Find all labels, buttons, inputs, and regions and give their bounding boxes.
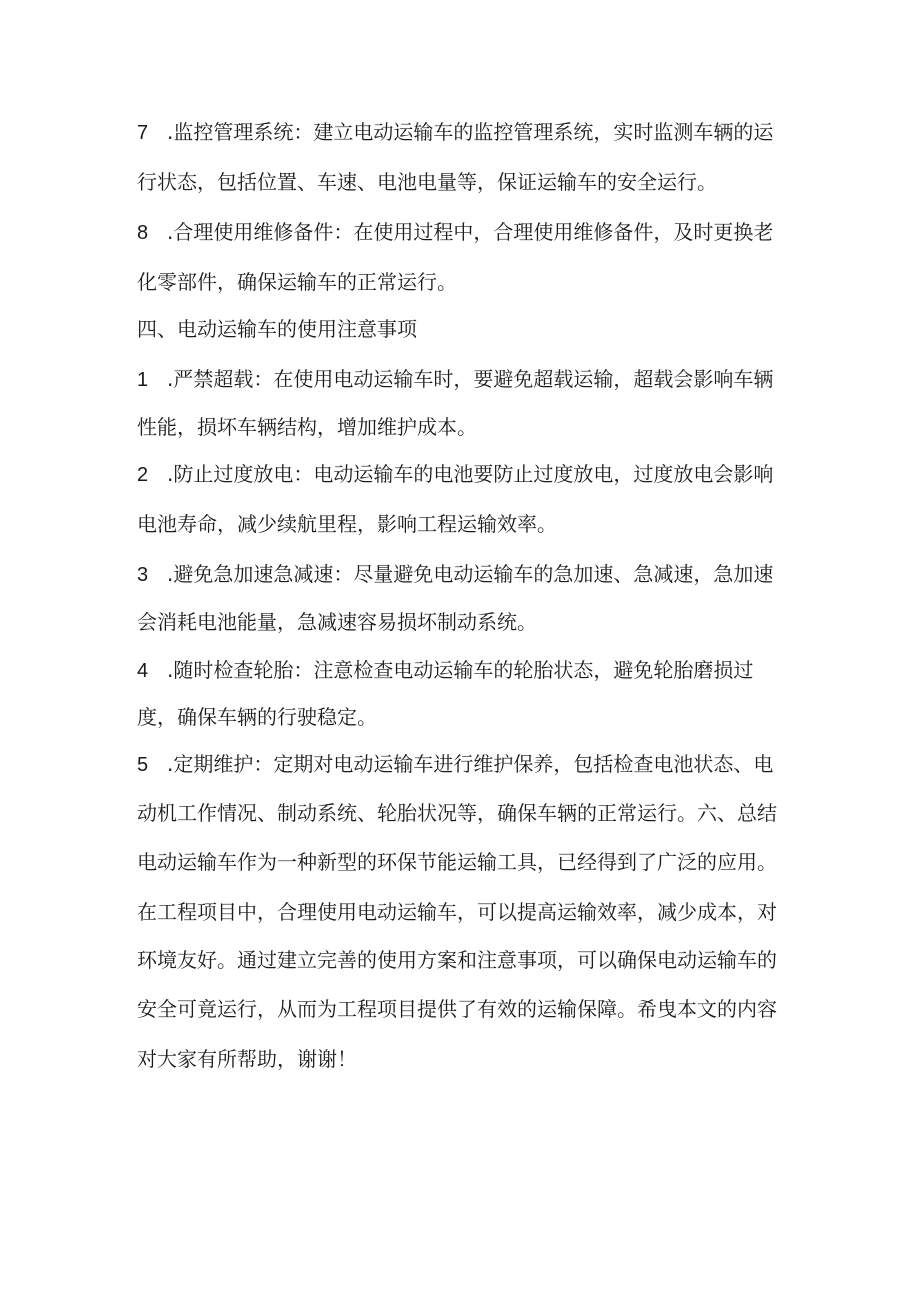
line-text: 四、电动运输车的使用注意事项 [137, 317, 417, 341]
line-text: 度，确保车辆的行驶稳定。 [137, 705, 377, 729]
line-text: 动机工作情况、制动系统、轮胎状况等，确保车辆的正常运行。六、总结 [137, 801, 777, 825]
paragraph-line [137, 365, 787, 394]
list-number: 5 [137, 754, 149, 776]
paragraph-line [137, 268, 787, 296]
paragraph-line [137, 898, 787, 926]
line-text: 安全可竟运行，从而为工程项目提供了有效的运输保障。希曳本文的内容 [137, 997, 777, 1021]
paragraph-line [137, 168, 787, 196]
paragraph-line [137, 608, 787, 636]
paragraph-line [137, 703, 787, 731]
paragraph-line [137, 946, 787, 974]
paragraph-line [137, 750, 787, 779]
paragraph-line [137, 118, 787, 147]
line-text: 会消耗电池能量，急减速容易损坏制动系统。 [137, 610, 537, 634]
paragraph-line [137, 413, 787, 441]
list-number: 1 [137, 369, 149, 391]
line-text: 对大家有所帮助，谢谢！ [137, 1047, 357, 1071]
line-text: .合理使用维修备件：在使用过程中，合理使用维修备件，及时更换老 [167, 220, 774, 244]
paragraph-line [137, 848, 787, 876]
line-text: .严禁超载：在使用电动运输车时，要避免超载运输，超载会影响车辆 [167, 367, 774, 391]
line-text: 在工程项目中，合理使用电动运输车，可以提高运输效率，减少成本，对 [137, 900, 777, 924]
line-text: .避免急加速急减速：尽量避免电动运输车的急加速、急减速，急加速 [167, 562, 774, 586]
line-text: .随时检查轮胎：注意检查电动运输车的轮胎状态，避免轮胎磨损过 [167, 658, 754, 682]
line-text: 化零部件，确保运输车的正常运行。 [137, 270, 457, 294]
line-text: 环境友好。通过建立完善的使用方案和注意事项，可以确保电动运输车的 [137, 948, 777, 972]
list-number: 4 [137, 660, 149, 682]
section-heading [137, 315, 787, 343]
line-text: 行状态，包括位置、车速、电池电量等，保证运输车的安全运行。 [137, 170, 717, 194]
line-text: 电池寿命，减少续航里程，影响工程运输效率。 [137, 512, 557, 536]
list-number: 7 [137, 122, 149, 144]
line-text: .防止过度放电：电动运输车的电池要防止过度放电，过度放电会影响 [167, 462, 774, 486]
line-text: .监控管理系统：建立电动运输车的监控管理系统，实时监测车辆的运 [167, 120, 774, 144]
paragraph-line [137, 799, 787, 827]
paragraph-line [137, 1045, 787, 1073]
paragraph-line [137, 218, 787, 247]
paragraph-line [137, 560, 787, 589]
line-text: 性能，损坏车辆结构，增加维护成本。 [137, 415, 477, 439]
list-number: 8 [137, 222, 149, 244]
list-number: 3 [137, 564, 149, 586]
line-text: 电动运输车作为一种新型的环保节能运输工具，已经得到了广泛的应用。 [137, 850, 777, 874]
paragraph-line [137, 460, 787, 489]
paragraph-line [137, 995, 787, 1023]
list-number: 2 [137, 464, 149, 486]
line-text: .定期维护：定期对电动运输车进行维护保养，包括检查电池状态、电 [167, 752, 774, 776]
paragraph-line [137, 656, 787, 685]
paragraph-line [137, 510, 787, 538]
